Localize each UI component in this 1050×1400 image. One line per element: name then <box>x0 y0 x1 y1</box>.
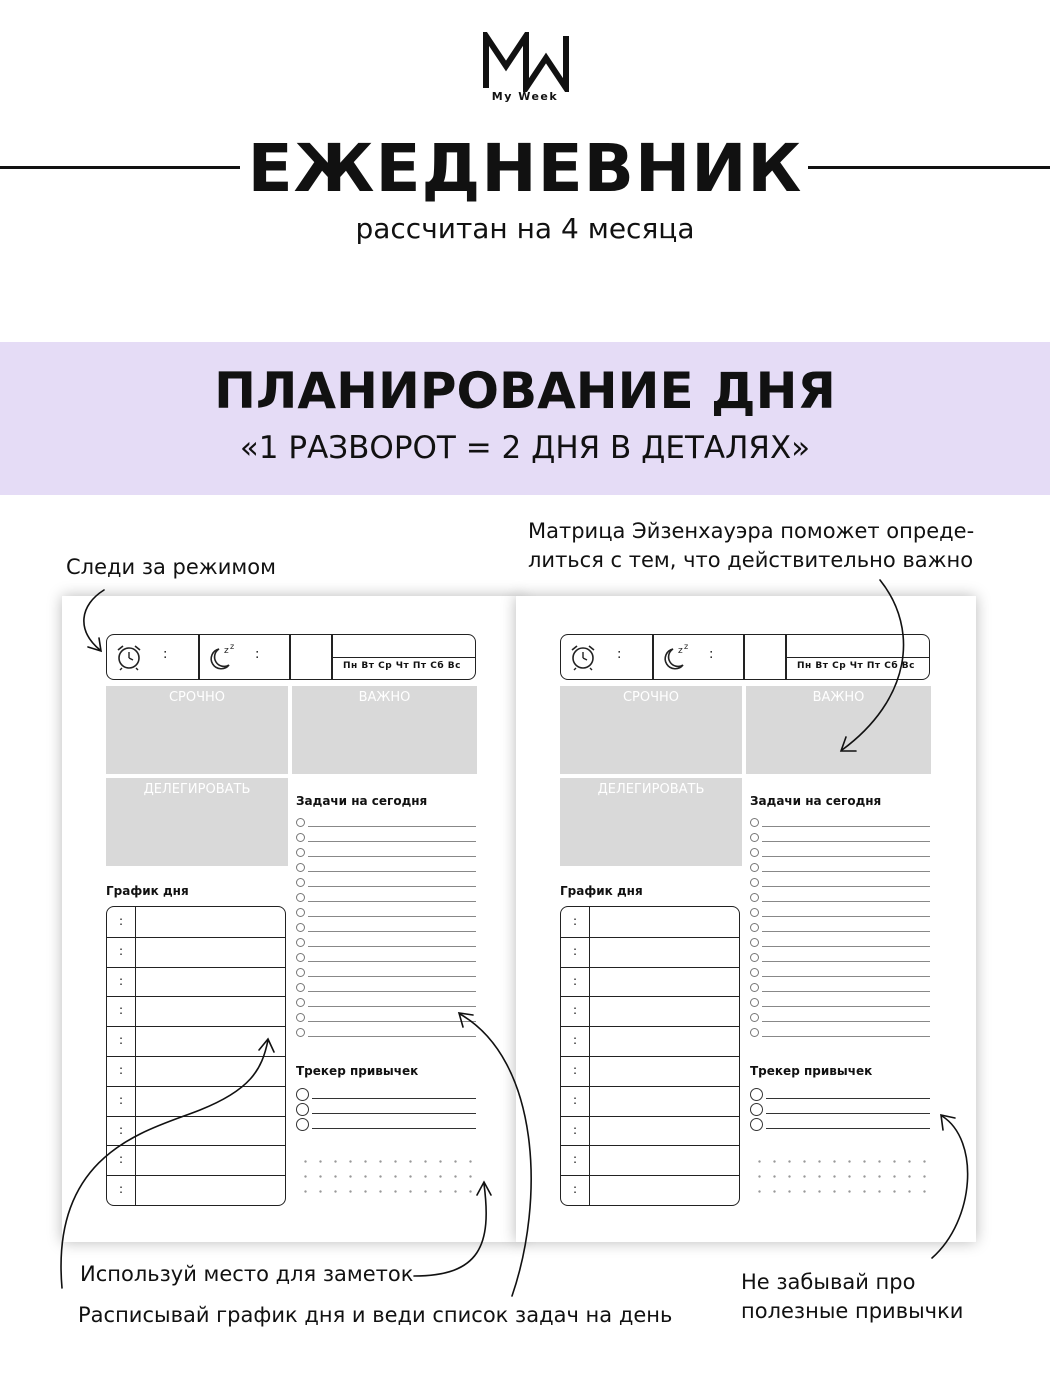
svg-text:z: z <box>224 646 229 656</box>
schedule-time-colon: : <box>573 1092 578 1107</box>
arrow-tasks <box>460 1014 531 1296</box>
arrow-schedule <box>61 1040 268 1288</box>
matrix-urgent-label: СРОЧНО <box>622 690 680 705</box>
schedule-time-colon: : <box>119 1003 124 1018</box>
tasks-title: Задачи на сегодня <box>296 794 428 808</box>
note-matrix-line2: литься с тем, что действительно важно <box>528 548 974 572</box>
feature-title: ПЛАНИРОВАНИЕ ДНЯ <box>214 362 836 420</box>
matrix-important-label: ВАЖНО <box>812 690 865 705</box>
schedule-time-colon: : <box>573 1063 578 1077</box>
schedule-time-colon: : <box>573 1003 578 1018</box>
schedule-time-colon: : <box>119 1122 124 1137</box>
schedule-time-colon: : <box>119 914 124 928</box>
arrow-sleep <box>84 590 104 650</box>
schedule-time-colon: : <box>573 1033 578 1048</box>
schedule-time-colon: : <box>119 973 124 988</box>
matrix-urgent-label: СРОЧНО <box>168 690 226 705</box>
arrow-habits <box>932 1116 968 1258</box>
feature-subtitle: «1 РАЗВОРОТ = 2 ДНЯ В ДЕТАЛЯХ» <box>239 430 811 466</box>
schedule-time-colon: : <box>119 943 124 958</box>
schedule-time-colon: : <box>573 914 578 928</box>
schedule-time-colon: : <box>573 1152 578 1167</box>
schedule-time-colon: : <box>119 1152 124 1167</box>
wake-time-colon: : <box>163 647 168 662</box>
tasks-title: Задачи на сегодня <box>750 794 882 808</box>
brand-name: My Week <box>491 90 559 103</box>
matrix-delegate-label: ДЕЛЕГИРОВАТЬ <box>143 782 251 797</box>
page-title: ЕЖЕДНЕВНИК <box>247 130 803 207</box>
weekdays: Пн Вт Ср Чт Пт Сб Вс <box>343 661 461 671</box>
arrow-matrix <box>842 580 904 750</box>
note-habits-line1: Не забывай про <box>741 1270 916 1294</box>
sleep-time-colon: : <box>255 647 260 662</box>
schedule-time-colon: : <box>573 1122 578 1137</box>
svg-text:z: z <box>678 646 683 656</box>
habits-title: Трекер привычек <box>296 1064 419 1078</box>
schedule-title: График дня <box>106 884 189 898</box>
note-schedule: Расписывай график дня и веди список задач на день <box>78 1303 673 1327</box>
svg-text:z: z <box>684 642 689 651</box>
matrix-important-label: ВАЖНО <box>358 690 411 705</box>
schedule-title: График дня <box>560 884 643 898</box>
habits-title: Трекер привычек <box>750 1064 873 1078</box>
arrow-notes <box>414 1184 486 1276</box>
schedule-time-colon: : <box>119 1182 124 1197</box>
note-habits-line2: полезные привычки <box>741 1299 964 1323</box>
schedule-time-colon: : <box>119 1092 124 1107</box>
weekdays: Пн Вт Ср Чт Пт Сб Вс <box>797 661 915 671</box>
schedule-time-colon: : <box>573 943 578 958</box>
svg-text:z: z <box>230 642 235 651</box>
page-subtitle: рассчитан на 4 месяца <box>355 212 695 245</box>
note-sleep: Следи за режимом <box>66 555 276 579</box>
schedule-time-colon: : <box>119 1063 124 1077</box>
matrix-delegate-label: ДЕЛЕГИРОВАТЬ <box>597 782 705 797</box>
sleep-time-colon: : <box>709 647 714 662</box>
schedule-time-colon: : <box>573 973 578 988</box>
note-matrix-line1: Матрица Эйзенхауэра поможет опреде- <box>528 519 975 543</box>
wake-time-colon: : <box>617 647 622 662</box>
schedule-time-colon: : <box>119 1033 124 1048</box>
note-notes: Используй место для заметок <box>80 1262 414 1286</box>
schedule-time-colon: : <box>573 1182 578 1197</box>
